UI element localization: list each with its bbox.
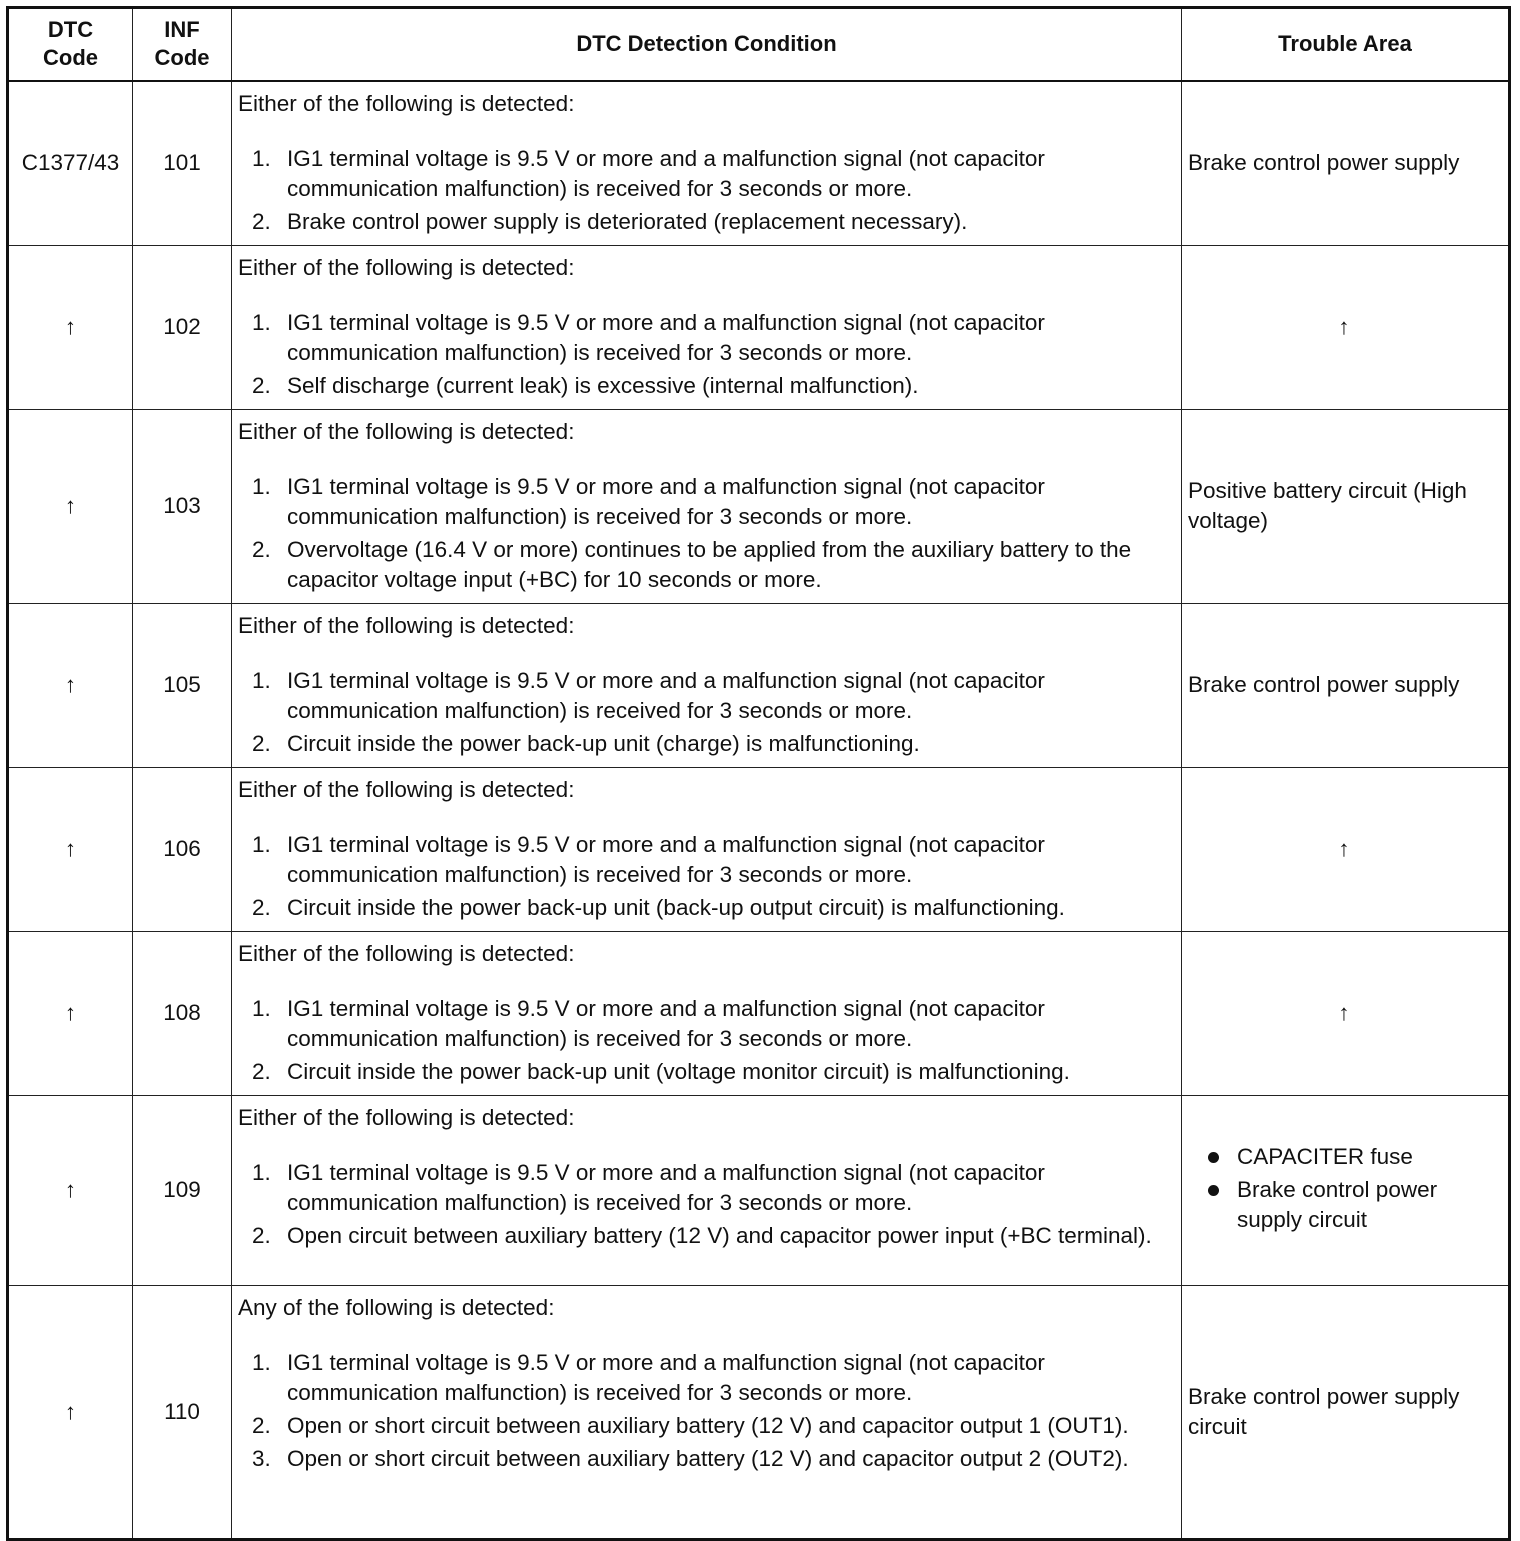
condition-intro: Either of the following is detected: — [238, 418, 575, 444]
table-row — [8, 409, 1510, 603]
condition-cell — [232, 931, 1182, 1095]
condition-step — [238, 1348, 1173, 1408]
trouble-area-cell: Brake control power supply circuit — [1182, 1285, 1510, 1539]
trouble-area-cell — [1182, 1095, 1510, 1285]
condition-step — [238, 1221, 1173, 1251]
step-number: 2. — [252, 1412, 271, 1438]
step-number: 2. — [252, 730, 271, 756]
inf-code-cell: 102 — [133, 245, 232, 409]
step-text: Brake control power supply is deteriorated (replacement necessary). — [287, 208, 968, 234]
step-text: Overvoltage (16.4 V or more) continues to be applied from the auxiliary battery to the capacitor voltage input (+BC) for 10 seconds or more. — [287, 536, 1132, 592]
condition-step — [238, 830, 1173, 890]
step-number: 1. — [252, 1349, 271, 1375]
step-number: 2. — [252, 208, 271, 234]
condition-cell — [232, 245, 1182, 409]
step-text: Circuit inside the power back-up unit (charge) is malfunctioning. — [287, 730, 920, 756]
header-condition: DTC Detection Condition — [232, 8, 1182, 81]
inf-code-cell: 103 — [133, 409, 232, 603]
condition-step — [238, 729, 1173, 759]
condition-step — [238, 1158, 1173, 1218]
condition-cell — [232, 1095, 1182, 1285]
condition-intro: Either of the following is detected: — [238, 254, 575, 280]
step-text: IG1 terminal voltage is 9.5 V or more and a malfunction signal (not capacitor communication malfunction) is received for 3 seconds or more. — [287, 995, 1045, 1051]
inf-code-cell: 101 — [133, 81, 232, 246]
condition-intro: Either of the following is detected: — [238, 940, 575, 966]
step-number: 1. — [252, 473, 271, 499]
condition-step — [238, 308, 1173, 368]
condition-step — [238, 371, 1173, 401]
step-text: IG1 terminal voltage is 9.5 V or more and a malfunction signal (not capacitor communication malfunction) is received for 3 seconds or more. — [287, 309, 1045, 365]
inf-code-cell: 106 — [133, 767, 232, 931]
condition-step — [238, 994, 1173, 1054]
step-number: 2. — [252, 1058, 271, 1084]
dtc-code-cell: ↑ — [8, 603, 133, 767]
dtc-code-cell: ↑ — [8, 1285, 133, 1539]
condition-step — [238, 535, 1173, 595]
header-dtc-code: DTC Code — [8, 8, 133, 81]
condition-steps — [238, 308, 1173, 401]
condition-step — [238, 1444, 1173, 1474]
condition-step — [238, 666, 1173, 726]
table-row — [8, 1285, 1510, 1539]
condition-cell — [232, 81, 1182, 246]
trouble-area-cell: Brake control power supply — [1182, 81, 1510, 246]
step-text: Circuit inside the power back-up unit (voltage monitor circuit) is malfunctioning. — [287, 1058, 1070, 1084]
step-text: Open or short circuit between auxiliary battery (12 V) and capacitor output 1 (OUT1). — [287, 1412, 1129, 1438]
condition-steps — [238, 144, 1173, 237]
dtc-code-cell: C1377/43 — [8, 81, 133, 246]
table-row — [8, 767, 1510, 931]
header-inf-code: INF Code — [133, 8, 232, 81]
condition-step — [238, 144, 1173, 204]
condition-steps — [238, 994, 1173, 1087]
condition-steps — [238, 1348, 1173, 1474]
table-row — [8, 245, 1510, 409]
step-number: 1. — [252, 831, 271, 857]
inf-code-cell: 105 — [133, 603, 232, 767]
step-text: IG1 terminal voltage is 9.5 V or more and a malfunction signal (not capacitor communication malfunction) is received for 3 seconds or more. — [287, 831, 1045, 887]
inf-code-cell: 109 — [133, 1095, 232, 1285]
header-trouble-area: Trouble Area — [1182, 8, 1510, 81]
dtc-table — [6, 6, 1511, 1541]
step-text: IG1 terminal voltage is 9.5 V or more and a malfunction signal (not capacitor communication malfunction) is received for 3 seconds or more. — [287, 145, 1045, 201]
step-text: IG1 terminal voltage is 9.5 V or more and a malfunction signal (not capacitor communication malfunction) is received for 3 seconds or more. — [287, 1349, 1045, 1405]
table-row — [8, 603, 1510, 767]
condition-step — [238, 893, 1173, 923]
step-text: IG1 terminal voltage is 9.5 V or more and a malfunction signal (not capacitor communication malfunction) is received for 3 seconds or more. — [287, 667, 1045, 723]
condition-cell — [232, 409, 1182, 603]
step-text: Circuit inside the power back-up unit (back-up output circuit) is malfunctioning. — [287, 894, 1065, 920]
inf-code-cell: 108 — [133, 931, 232, 1095]
dtc-code-cell: ↑ — [8, 1095, 133, 1285]
step-number: 1. — [252, 145, 271, 171]
dtc-code-cell: ↑ — [8, 767, 133, 931]
trouble-area-cell: Brake control power supply — [1182, 603, 1510, 767]
condition-cell — [232, 603, 1182, 767]
condition-cell — [232, 767, 1182, 931]
step-text: IG1 terminal voltage is 9.5 V or more and a malfunction signal (not capacitor communication malfunction) is received for 3 seconds or more. — [287, 473, 1045, 529]
trouble-area-item: Brake control power supply circuit — [1188, 1175, 1500, 1235]
step-number: 1. — [252, 1159, 271, 1185]
condition-steps — [238, 1158, 1173, 1251]
condition-intro: Any of the following is detected: — [238, 1294, 555, 1320]
step-text: IG1 terminal voltage is 9.5 V or more and a malfunction signal (not capacitor communication malfunction) is received for 3 seconds or more. — [287, 1159, 1045, 1215]
table-body — [8, 81, 1510, 1540]
condition-cell — [232, 1285, 1182, 1539]
condition-step — [238, 472, 1173, 532]
condition-step — [238, 207, 1173, 237]
condition-steps — [238, 830, 1173, 923]
condition-step — [238, 1057, 1173, 1087]
step-text: Open circuit between auxiliary battery (12 V) and capacitor power input (+BC terminal). — [287, 1222, 1152, 1248]
dtc-code-cell: ↑ — [8, 409, 133, 603]
step-number: 1. — [252, 309, 271, 335]
trouble-area-list — [1188, 1142, 1500, 1235]
dtc-code-cell: ↑ — [8, 245, 133, 409]
step-text: Open or short circuit between auxiliary battery (12 V) and capacitor output 2 (OUT2). — [287, 1445, 1129, 1471]
trouble-area-cell: ↑ — [1182, 245, 1510, 409]
table-row — [8, 81, 1510, 246]
condition-intro: Either of the following is detected: — [238, 1104, 575, 1130]
step-number: 1. — [252, 995, 271, 1021]
trouble-area-cell: Positive battery circuit (High voltage) — [1182, 409, 1510, 603]
header-row — [8, 8, 1510, 81]
condition-steps — [238, 666, 1173, 759]
condition-intro: Either of the following is detected: — [238, 90, 575, 116]
trouble-area-cell: ↑ — [1182, 767, 1510, 931]
step-text: Self discharge (current leak) is excessive (internal malfunction). — [287, 372, 919, 398]
trouble-area-item: CAPACITER fuse — [1188, 1142, 1500, 1172]
condition-steps — [238, 472, 1173, 595]
table-row — [8, 931, 1510, 1095]
table-row — [8, 1095, 1510, 1285]
step-number: 2. — [252, 536, 271, 562]
step-number: 2. — [252, 1222, 271, 1248]
step-number: 1. — [252, 667, 271, 693]
step-number: 2. — [252, 372, 271, 398]
condition-step — [238, 1411, 1173, 1441]
dtc-code-cell: ↑ — [8, 931, 133, 1095]
inf-code-cell: 110 — [133, 1285, 232, 1539]
step-number: 3. — [252, 1445, 271, 1471]
step-number: 2. — [252, 894, 271, 920]
trouble-area-cell: ↑ — [1182, 931, 1510, 1095]
condition-intro: Either of the following is detected: — [238, 776, 575, 802]
condition-intro: Either of the following is detected: — [238, 612, 575, 638]
